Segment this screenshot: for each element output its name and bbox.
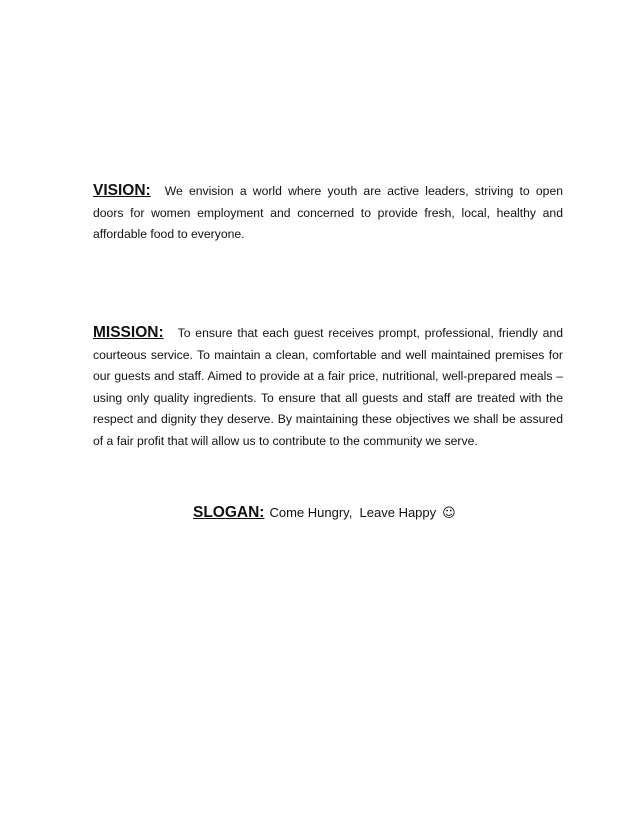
smiley-icon: ☺ [442,506,456,521]
vision-text: We envision a world where youth are active leaders, striving to open doors for women employment and concerned to provide fresh, local, healthy and affordable food to everyone. [93,184,563,241]
mission-paragraph [93,322,563,452]
vision-paragraph [93,180,563,246]
mission-text: To ensure that each guest receives prompt, professional, friendly and courteous service. To maintain a clean, comfortable and well maintained premises for our guests and staff. Aimed to provide at a fair price, nutritional, well-prepared meals – using only quality ingredients. To ensure that all guests and staff are treated with the respect and dignity they deserve. By maintaining these objectives we shall be assured of a fair profit that will allow us to contribute to the community we serve. [93,326,563,448]
vision-heading: VISION: [93,182,151,199]
slogan-heading: SLOGAN: [193,504,265,521]
slogan-text: Come Hungry, Leave Happy [269,505,437,520]
slogan-line [193,502,456,525]
mission-heading: MISSION: [93,324,164,341]
